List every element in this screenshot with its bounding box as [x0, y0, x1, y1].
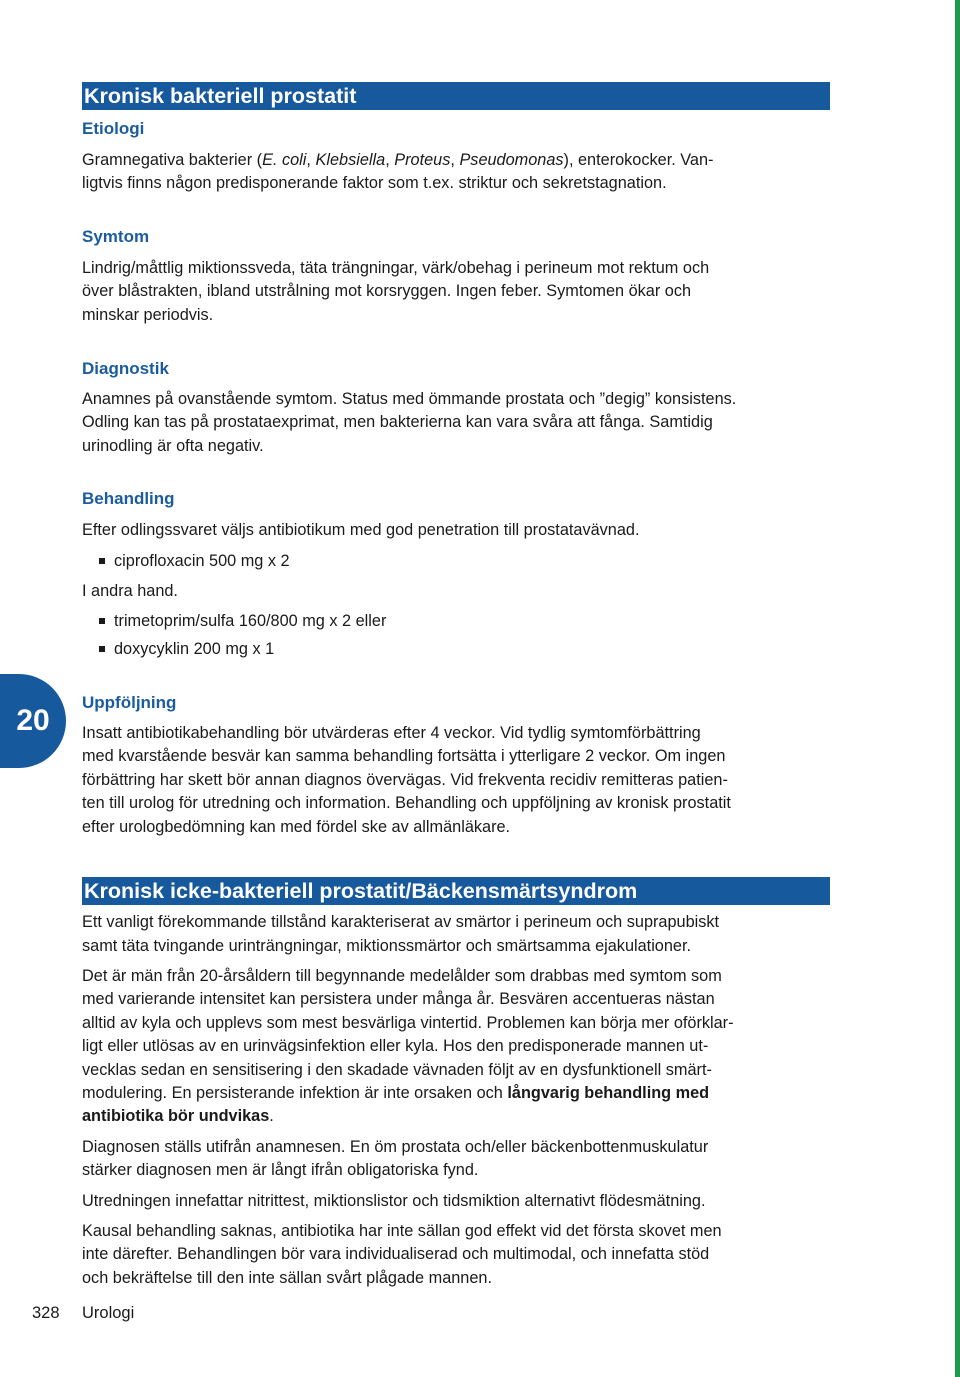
- uppfoljning-heading: Uppföljning: [82, 693, 177, 713]
- behandling-heading: Behandling: [82, 489, 175, 509]
- text-line: Odling kan tas på prostataexprimat, men bakterierna kan vara svåra att fånga. Samtidig: [82, 413, 713, 432]
- text-line: ligtvis finns någon predisponerande faktor som t.ex. striktur och sekretstagnation.: [82, 174, 667, 193]
- list-item-text: trimetoprim/sulfa 160/800 mg x 2 eller: [114, 612, 387, 631]
- text-line: Utredningen innefattar nitrittest, miktionslistor och tidsmiktion alternativt flödesmätning.: [82, 1191, 706, 1210]
- paragraph-epidemiology: [82, 965, 830, 1129]
- behandling-block: [82, 488, 830, 661]
- species-klebsiella: Klebsiella: [315, 151, 386, 169]
- text-run: ,: [385, 151, 395, 169]
- emphasis-text: antibiotika bör undvikas: [82, 1107, 270, 1126]
- symtom-block: [82, 226, 830, 327]
- behandling-intro: Efter odlingssvaret väljs antibiotikum med god penetration till prostatavävnad.: [82, 521, 640, 540]
- symtom-text: [82, 257, 830, 327]
- text-line: och bekräftelse till den inte sällan svårt plågade mannen.: [82, 1268, 492, 1287]
- section-title-nonbacterial: Kronisk icke-bakteriell prostatit/Bäckensmärtsyndrom: [82, 877, 830, 905]
- text-line: samt täta tvingande urinträngningar, miktionssmärtor och smärtsamma ejakulationer.: [82, 936, 692, 955]
- species-pseudomonas: Pseudomonas: [459, 151, 564, 169]
- text-line: Kausal behandling saknas, antibiotika har inte sällan god effekt vid det första skovet men: [82, 1221, 722, 1240]
- page-content: [82, 82, 830, 1290]
- text-run: ,: [306, 151, 316, 169]
- text-line: ten till urolog för utredning och information. Behandling och uppföljning av kronisk prostatit: [82, 794, 731, 813]
- text-line: med varierande intensitet kan persistera under många år. Besvären accentueras nästan: [82, 990, 715, 1009]
- section-title-bacterial: Kronisk bakteriell prostatit: [82, 82, 830, 110]
- text-run: ,: [450, 151, 460, 169]
- text-line: Insatt antibiotikabehandling bör utvärderas efter 4 veckor. Vid tydlig symtomförbättring: [82, 724, 701, 743]
- chapter-tab: [0, 674, 66, 768]
- text-line: Lindrig/måttlig miktionssveda, täta trängningar, värk/obehag i perineum mot rektum och: [82, 258, 710, 277]
- second-choice-list: [82, 610, 830, 661]
- bullet-square-icon: [99, 646, 105, 652]
- second-choice-label: I andra hand.: [82, 581, 178, 600]
- symtom-heading: Symtom: [82, 226, 150, 246]
- text-line: förbättring har skett bör annan diagnos övervägas. Vid frekventa recidiv remitteras patien-: [82, 770, 728, 789]
- text-run: .: [269, 1107, 274, 1126]
- diagnostik-heading: Diagnostik: [82, 359, 169, 379]
- text-run: modulering. En persisterande infektion är inte orsaken och: [82, 1083, 508, 1102]
- text-line: urinodling är ofta negativ.: [82, 436, 264, 455]
- text-line: vecklas sedan en sensitisering i den skadade vävnaden följt av en dysfunktionell smärt-: [82, 1060, 712, 1079]
- text-run: Gramnegativa bakterier (: [82, 151, 263, 169]
- text-line: stärker diagnosen men är långt ifrån obligatoriska fynd.: [82, 1161, 479, 1180]
- list-item: [82, 550, 830, 573]
- text-line: Anamnes på ovanstående symtom. Status med ömmande prostata och ”degig” konsistens.: [82, 390, 737, 409]
- chapter-number: 20: [16, 704, 50, 737]
- text-run: ), enterokocker. Van-: [563, 151, 714, 169]
- diagnostik-block: [82, 358, 830, 458]
- emphasis-text: långvarig behandling med: [507, 1083, 710, 1102]
- text-line: med kvarstående besvär kan samma behandling fortsätta i ytterligare 2 veckor. Om ingen: [82, 747, 726, 766]
- text-line: över blåstrakten, ibland utstrålning mot korsryggen. Ingen feber. Symtomen ökar och: [82, 282, 692, 301]
- footer-chapter-name: Urologi: [82, 1304, 135, 1322]
- text-line: Diagnosen ställs utifrån anamnesen. En öm prostata och/eller bäckenbottenmuskulatur: [82, 1137, 709, 1156]
- species-ecoli: E. coli: [262, 151, 307, 169]
- text-line: ligt eller utlösas av en urinvägsinfektion eller kyla. Hos den predisponerade mannen ut-: [82, 1037, 709, 1056]
- paragraph-diagnosis: [82, 1136, 830, 1183]
- paragraph-treatment: [82, 1220, 830, 1290]
- list-item-text: ciprofloxacin 500 mg x 2: [114, 551, 290, 570]
- etiologi-text: [82, 149, 830, 196]
- text-line: minskar periodvis.: [82, 305, 214, 324]
- bullet-square-icon: [99, 618, 105, 624]
- first-choice-list: [82, 550, 830, 573]
- page-number: 328: [32, 1304, 60, 1322]
- text-line: inte därefter. Behandlingen bör vara individualiserad och multimodal, och innefatta stöd: [82, 1245, 710, 1264]
- diagnostik-text: [82, 388, 830, 458]
- list-item: [82, 638, 830, 661]
- uppfoljning-text: [82, 722, 830, 839]
- page-edge-stripe: [955, 0, 960, 1377]
- etiologi-block: [82, 118, 830, 196]
- bullet-square-icon: [99, 558, 105, 564]
- etiologi-heading: Etiologi: [82, 119, 145, 138]
- text-line: Ett vanligt förekommande tillstånd karakteriserat av smärtor i perineum och suprapubiskt: [82, 913, 720, 932]
- paragraph-workup: [82, 1190, 830, 1213]
- text-line: Det är män från 20-årsåldern till begynnande medelålder som drabbas med symtom som: [82, 966, 722, 985]
- uppfoljning-block: [82, 692, 830, 839]
- paragraph-definition: [82, 911, 830, 958]
- list-item-text: doxycyklin 200 mg x 1: [114, 640, 275, 659]
- text-line: alltid av kyla och upplevs som mest besvärliga vintertid. Problemen kan börja mer oförklar-: [82, 1013, 734, 1032]
- list-item: [82, 610, 830, 633]
- species-proteus: Proteus: [394, 151, 451, 169]
- text-line: efter urologbedömning kan med fördel ske av allmänläkare.: [82, 817, 511, 836]
